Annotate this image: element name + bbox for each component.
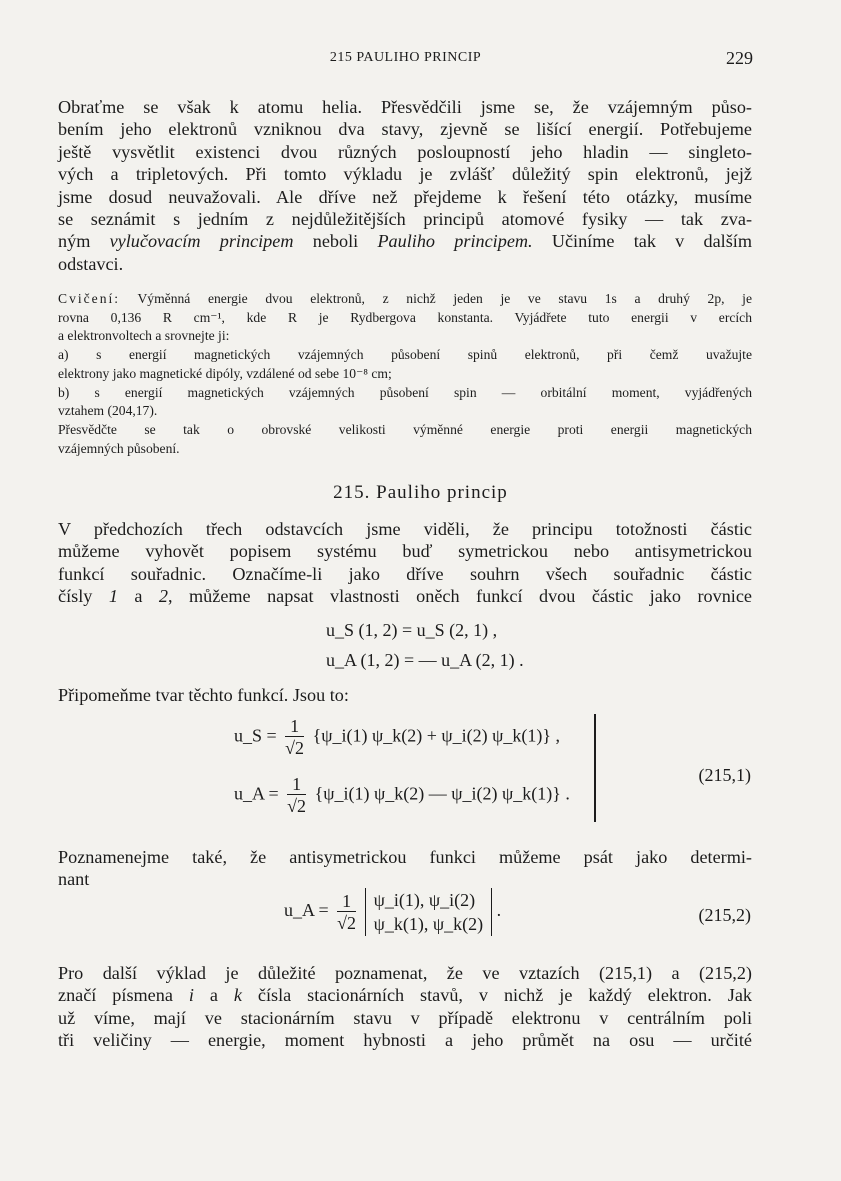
text-fragment: Výměnná energie dvou elektronů, z nichž jeden je ve stavu 1s a druhý 2p, je (137, 291, 752, 306)
fraction-denominator: √2 (287, 796, 307, 816)
text-line: b) s energií magnetických vzájemných působení spin — orbitální moment, vyjádřených (58, 384, 752, 400)
text-line (58, 290, 752, 309)
equation-215-1-antisymmetric: u_A = $\frac{1}{√2}$ {ψ_i(1) ψ_k(2) — ψ_i(2) ψ_k(1)} . (234, 774, 570, 816)
text-line (58, 230, 752, 252)
recall-paragraph (58, 684, 752, 706)
fraction-numerator: 1 (337, 891, 356, 912)
text-line: a) s energií magnetických vzájemných působení spinů elektronů, při čemž uvažujte (58, 347, 752, 363)
text-line: vých a tripletových. Při tomto výkladu je zvlášť důležitý spin elektronů, jejž (58, 164, 752, 185)
equation-symmetric: u_S (1, 2) = u_S (2, 1) , (326, 620, 498, 640)
text-fragment: čísla stacionárních stavů, v nichž je každý elektron. Jak (241, 985, 753, 1006)
equation-215-1-symmetric: u_S = $\frac{1}{√2}$ {ψ_i(1) ψ_k(2) + ψ_i(2) ψ_k(1)} , (234, 716, 561, 758)
text-line: V předchozích třech odstavcích jsme viděli, že principu totožnosti částic (58, 519, 752, 539)
fraction-denominator: √2 (337, 912, 357, 933)
text-line: tři veličiny — energie, moment hybnosti a jeho průmět na osu — určité (58, 1030, 752, 1051)
fraction-numerator: 1 (287, 774, 306, 795)
section-paragraph (58, 518, 752, 608)
fraction-denominator: √2 (285, 738, 305, 758)
intro-paragraph (58, 96, 752, 275)
text-fragment: čísly (58, 586, 109, 607)
eq-lhs: u_S (234, 725, 263, 746)
text-fragment: Učiníme tak v dalším (532, 231, 753, 252)
determinant-row: ψ_k(1), ψ_k(2) (373, 914, 484, 934)
text-line: odstavci. (58, 253, 124, 274)
text-line: se seznámit s jedním z nejdůležitějších principů atomové fysiky — tak zva- (58, 209, 752, 230)
text-line: Obraťme se však k atomu helia. Přesvědčili jsme se, že vzájemným půso- (58, 97, 752, 117)
fraction (285, 716, 304, 759)
eq-lhs: u_A (234, 783, 265, 804)
text-fragment: ným (58, 231, 110, 252)
text-fragment: , můžeme napsat vlastnosti oněch funkcí dvou částic jako rovnice (168, 586, 752, 607)
text-fragment: a (193, 985, 234, 1006)
equation-number: (215,2) (698, 905, 751, 925)
symbol-i: i (188, 985, 194, 1006)
text-line: rovna 0,136 R cm⁻¹, kde R je Rydbergova konstanta. Vyjádřete tuto energii v ercích (58, 309, 752, 325)
final-paragraph (58, 962, 752, 1052)
fraction-numerator: 1 (285, 716, 304, 737)
text-line: Přesvědčte se tak o obrovské velikosti výměnné energie proti energii magnetických (58, 421, 752, 437)
text-line: funkcí souřadnic. Označíme-li jako dříve souhrn všech souřadnic částic (58, 563, 752, 584)
term-exclusion-principle: vylučovacím principem (109, 231, 294, 252)
text-line: můžeme vyhovět popisem systému buď symetrickou nebo antisymetrickou (58, 541, 752, 562)
text-line: ještě vysvětlit existenci dvou různých posloupností jeho hladin — singleto- (58, 141, 752, 162)
text-fragment: značí písmena (58, 985, 189, 1006)
eq-rhs: {ψ_i(1) ψ_k(2) + ψ_i(2) ψ_k(1)} , (312, 725, 561, 746)
determinant (365, 888, 493, 936)
text-line: jsme dosud neuvažovali. Ale dříve než přejdeme k řešení této otázky, musíme (58, 186, 752, 207)
equation-antisymmetric: u_A (1, 2) = — u_A (2, 1) . (326, 650, 524, 670)
exercise-heading: Cvičení: (58, 291, 121, 306)
text-line: vztahem (204,17). (58, 403, 158, 419)
determinant-row: ψ_i(1), ψ_i(2) (373, 890, 476, 910)
text-line (58, 984, 752, 1006)
text-line (58, 585, 752, 607)
term-pauli-principle: Pauliho principem. (377, 231, 533, 252)
text-line: Poznamenejme také, že antisymetrickou funkci můžeme psát jako determi- (58, 847, 752, 867)
text-line: elektrony jako magnetické dipóly, vzdálené od sebe 10⁻⁸ cm; (58, 365, 392, 381)
determinant-paragraph (58, 846, 752, 891)
text-line: vzájemných působení. (58, 440, 180, 456)
fraction (287, 774, 306, 817)
text-fragment: neboli (293, 231, 378, 252)
equation-215-2: u_A = $\frac{1}{√2}$ ψ_i(1), ψ_i(2) ψ_k(1), ψ_k(2) . (284, 890, 502, 934)
text-line: Připomeňme tvar těchto funkcí. Jsou to: (58, 685, 349, 705)
text-line: už víme, mají ve stacionárním stavu v případě elektronu v centrálním poli (58, 1007, 752, 1028)
text-fragment: a (117, 586, 159, 607)
eq-lhs: u_A (284, 900, 315, 921)
particle-index: 2 (158, 586, 168, 607)
page-number: 229 (726, 48, 753, 68)
fraction (337, 891, 356, 934)
text-line: Pro další výklad je důležité poznamenat, že ve vztazích (215,1) a (215,2) (58, 963, 752, 983)
exercise-block (58, 290, 752, 458)
page-header (58, 48, 753, 72)
running-title: 215 PAULIHO PRINCIP (329, 50, 482, 65)
equation-brace (584, 714, 596, 822)
eq-rhs: {ψ_i(1) ψ_k(2) — ψ_i(2) ψ_k(1)} . (314, 783, 570, 804)
text-line: bením jeho elektronů vzniknou dva stavy, zjevně se lišící energií. Potřebujeme (58, 119, 752, 140)
text-line: nant (58, 869, 90, 890)
section-title: 215. Pauliho princip (333, 482, 508, 503)
equation-number: (215,1) (698, 765, 751, 785)
text-line: a elektronvoltech a srovnejte ji: (58, 328, 230, 344)
symbol-k: k (233, 985, 242, 1006)
particle-index: 1 (108, 586, 118, 607)
